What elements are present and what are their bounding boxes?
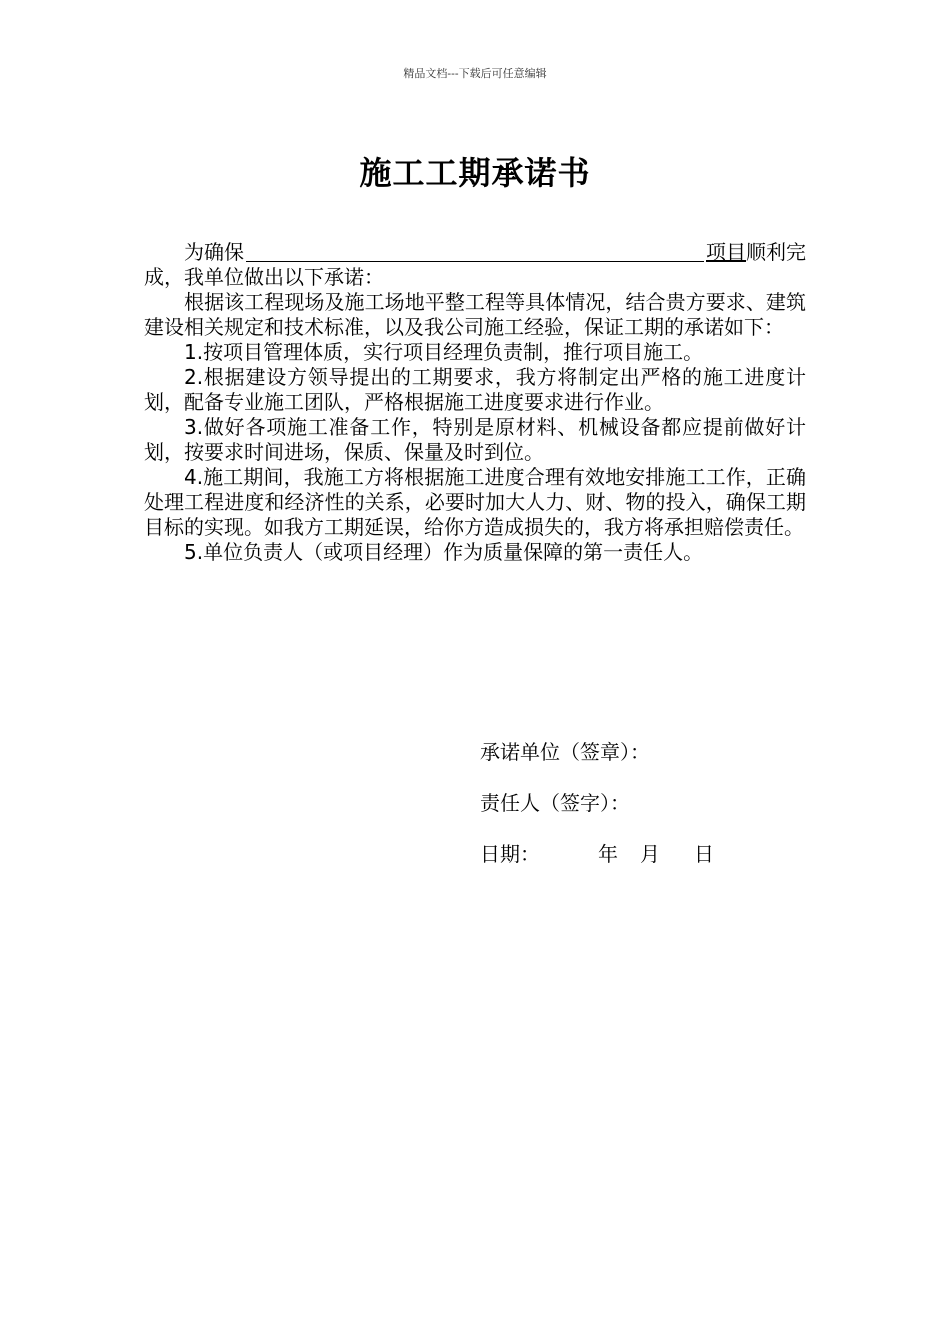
project-name-blank: [246, 241, 704, 262]
intro-suffix: 顺利完: [746, 240, 806, 264]
responsible-person-label: 责任人（签字）：: [480, 791, 630, 815]
document-title: 施工工期承诺书: [359, 154, 591, 192]
intro-project-word: 项目: [706, 240, 746, 264]
unit-seal-label: 承诺单位（签章）：: [480, 740, 650, 764]
signature-block: [480, 740, 714, 893]
intro-prefix: 为确保: [184, 240, 244, 264]
date-line: [480, 842, 714, 867]
paragraph-item-4: 4.施工期间，我施工方将根据施工进度合理有效地安排施工工作，正确处理工程进度和经济性的关系，必要时加大人力、财、物的投入，确保工期目标的实现。如我方工期延误，给你方造成损失的，我方将承担赔偿责任。: [144, 465, 806, 539]
paragraph-item-1: 1.按项目管理体质，实行项目经理负责制，推行项目施工。: [184, 340, 704, 364]
intro-continuation: 成，我单位做出以下承诺：: [144, 265, 384, 289]
date-day: 日: [694, 842, 714, 866]
document-body: [144, 240, 806, 565]
intro-line: [144, 240, 806, 265]
header-note: 精品文档---下载后可任意编辑: [403, 67, 547, 80]
paragraph-item-2: 2.根据建设方领导提出的工期要求，我方将制定出严格的施工进度计划，配备专业施工团队，严格根据施工进度要求进行作业。: [144, 365, 806, 414]
date-label: 日期：: [480, 842, 540, 866]
paragraph-basis: 根据该工程现场及施工场地平整工程等具体情况，结合贵方要求、建筑建设相关规定和技术标准，以及我公司施工经验，保证工期的承诺如下：: [144, 290, 806, 339]
paragraph-item-5: 5.单位负责人（或项目经理）作为质量保障的第一责任人。: [184, 540, 704, 564]
date-month: 月: [640, 842, 660, 866]
date-year: 年: [598, 842, 618, 866]
paragraph-item-3: 3.做好各项施工准备工作，特别是原材料、机械设备都应提前做好计划，按要求时间进场，保质、保量及时到位。: [144, 415, 806, 464]
